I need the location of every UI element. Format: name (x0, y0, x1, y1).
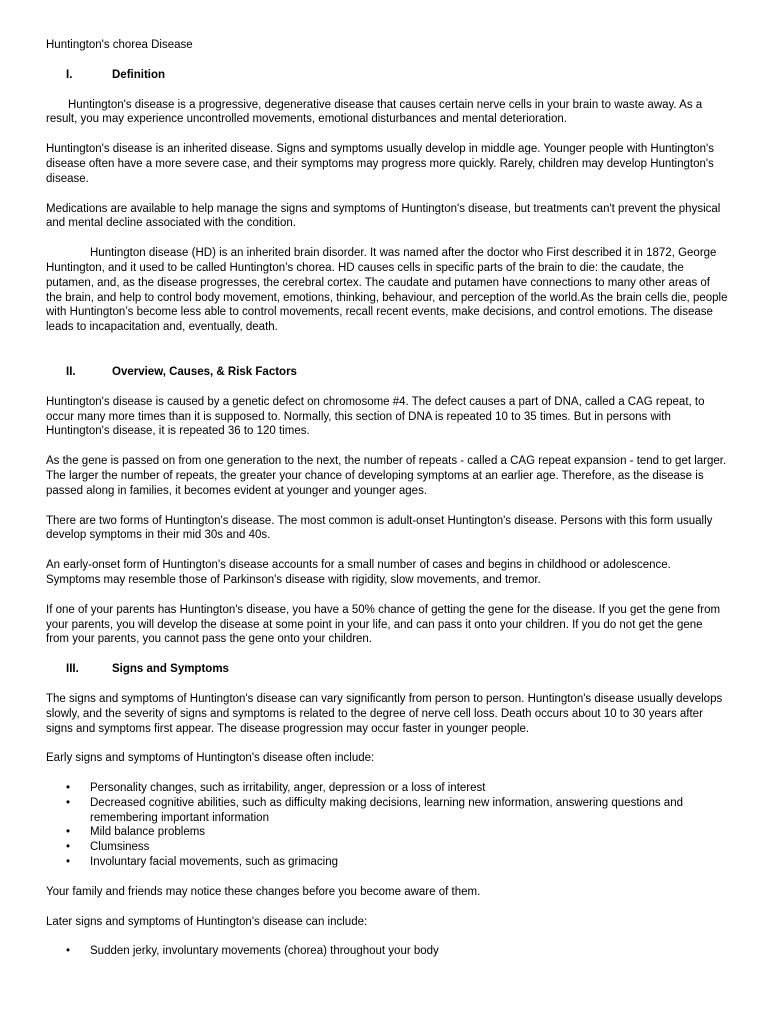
section-title: Definition (112, 68, 166, 81)
list-item: • Clumsiness (46, 840, 728, 855)
paragraph: Huntington's disease is a progressive, degenerative disease that causes certain nerve cells in your brain to waste away. As a result, you may experience uncontrolled movements, emotional disturbances and mental deterioration. (46, 98, 703, 126)
list-item: • Mild balance problems (46, 825, 728, 840)
paragraph: Medications are available to help manage the signs and symptoms of Huntington's disease, but treatments can't prevent the physical and mental decline associated with the condition. (46, 202, 721, 230)
list-item: • Sudden jerky, involuntary movements (chorea) throughout your body (46, 944, 728, 959)
bullet-icon (46, 944, 90, 959)
list-item: • Personality changes, such as irritability, anger, depression or a loss of interest (46, 781, 728, 796)
section-title: Overview, Causes, & Risk Factors (112, 365, 297, 378)
paragraph: Later signs and symptoms of Huntington's disease can include: (46, 915, 368, 928)
section-number: III. (66, 663, 79, 676)
paragraph: An early-onset form of Huntington's disease accounts for a small number of cases and begins in childhood or adolescence. Symptoms may resemble those of Parkinson's disease with rigidity, slow movements, and tremor. (46, 559, 671, 586)
paragraph: There are two forms of Huntington's disease. The most common is adult-onset Huntington's disease. Persons with this form usually develop symptoms in their mid 30s and 40s. (46, 514, 713, 542)
section-title: Signs and Symptoms (112, 663, 229, 676)
list-item: • Involuntary facial movements, such as grimacing (46, 855, 728, 870)
paragraph: If one of your parents has Huntington's disease, you have a 50% chance of getting the gene for the disease. If you get the gene from your parents, you will develop the disease at some point in your life, and can pass it onto your children. If you do not get the gene from your parents, you cannot pass the gene onto your children. (46, 603, 721, 646)
paragraph: Your family and friends may notice these changes before you become aware of them. (46, 885, 481, 898)
paragraph: The signs and symptoms of Huntington's disease can vary significantly from person to person. Huntington's disease usually develops slowly, and the severity of signs and symptoms is related to the degree of nerve cell loss. Death occurs about 10 to 30 years after signs and symptoms first appear. The disease progression may occur faster in younger people. (46, 692, 723, 735)
paragraph: As the gene is passed on from one generation to the next, the number of repeats - called a CAG repeat expansion - tend to get larger. The larger the number of repeats, the greater your chance of developing symptoms at an earlier age. Therefore, as the disease is passed along in families, it becomes evident at younger and younger ages. (46, 455, 727, 497)
bullet-icon (46, 825, 90, 840)
paragraph: Early signs and symptoms of Huntington's disease often include: (46, 752, 375, 765)
paragraph: Huntington's disease is an inherited disease. Signs and symptoms usually develop in middle age. Younger people with Huntington's disease often have a more severe case, and their symptoms may progress more quickly. Rarely, children may develop Huntington's disease. (46, 143, 714, 185)
document-page (46, 38, 728, 974)
section-heading-signs-symptoms (66, 662, 728, 677)
bullet-icon (46, 840, 90, 855)
section-heading-overview (66, 365, 728, 380)
section-heading-definition (66, 68, 728, 83)
spacer (46, 350, 728, 365)
bullet-icon (46, 781, 90, 796)
later-symptoms-list (46, 944, 728, 959)
section-number: I. (66, 68, 73, 81)
early-symptoms-list (46, 781, 728, 870)
list-item: • Decreased cognitive abilities, such as difficulty making decisions, learning new information, answering questions and remembering important information (46, 796, 728, 826)
document-title: Huntington's chorea Disease (46, 39, 193, 51)
bullet-icon (46, 855, 90, 870)
section-number: II. (66, 365, 76, 378)
paragraph: Huntington disease (HD) is an inherited brain disorder. It was named after the doctor who First described it in 1872, George Huntington, and it used to be called Huntington’s chorea. HD causes cells in specific parts of the brain to die: the caudate, the putamen, and, as the disease progresses, the cerebral cortex. The caudate and putamen have connections to many other areas of the brain, and help to control body movement, emotions, thinking, behaviour, and perception of the world.As the brain cells die, people with Huntington’s become less able to control movements, recall recent events, make decisions, and control emotions. The disease leads to incapacitation and, eventually, death. (46, 247, 728, 334)
paragraph: Huntington's disease is caused by a genetic defect on chromosome #4. The defect causes a part of DNA, called a CAG repeat, to occur many more times than it is supposed to. Normally, this section of DNA is repeated 10 to 35 times. But in persons with Huntington's disease, it is repeated 36 to 120 times. (46, 395, 705, 438)
bullet-icon (46, 796, 90, 826)
